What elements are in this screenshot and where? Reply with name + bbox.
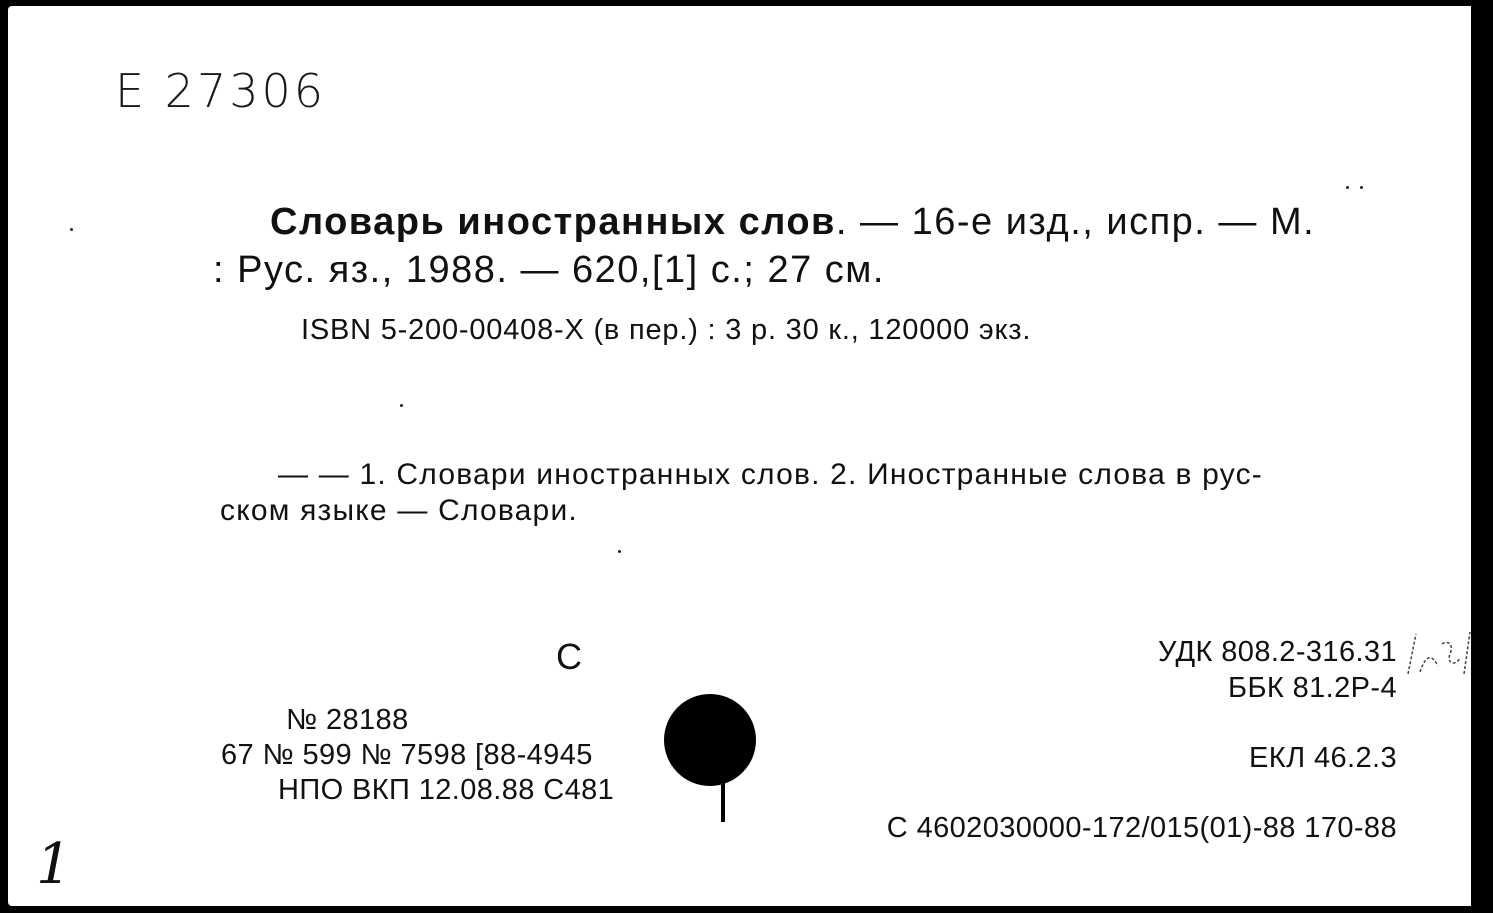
bbk-code: ББК 81.2Р-4 (1228, 672, 1397, 704)
pencil-mark: 1 (36, 832, 72, 897)
print-run-text: 67 № 599 № 7598 [88-4945 (221, 739, 593, 771)
isbn-line: ISBN 5-200-00408-X (в пер.) : 3 р. 30 к., 120000 экз. (301, 314, 1032, 346)
speck (618, 550, 621, 553)
ink-stamp-drip (721, 776, 725, 822)
imprint-line: : Рус. яз., 1988. — 620,[1] с.; 27 см. (213, 249, 885, 291)
title-line (270, 198, 1315, 246)
order-number: № 28188 (286, 704, 409, 736)
subject-headings-line-1: — — 1. Словари иностранных слов. 2. Иностранные слова в рус- (278, 458, 1263, 491)
handwritten-scribble (1398, 614, 1478, 694)
speck (1346, 186, 1349, 189)
udk-code: УДК 808.2-316.31 (1157, 636, 1397, 668)
subject-headings-line-2: ском языке — Словари. (220, 494, 578, 527)
ink-stamp-blot (664, 694, 756, 786)
ekl-code: ЕКЛ 46.2.3 (1249, 742, 1397, 774)
catalog-card (8, 6, 1480, 906)
edition-info: . — 16-е изд., испр. — М. (835, 201, 1316, 243)
call-number: Е 27306 (115, 64, 327, 118)
book-title: Словарь иностранных слов (270, 201, 836, 243)
classification-code: С 4602030000-172/015(01)-88 170-88 (886, 812, 1397, 844)
card-edge-shadow (1471, 0, 1493, 913)
speck (1360, 186, 1363, 189)
speck (70, 228, 73, 231)
series-letter: С (556, 636, 582, 677)
publisher-code: НПО ВКП 12.08.88 С481 (278, 774, 615, 806)
print-run-info (221, 739, 692, 772)
speck (400, 404, 403, 407)
